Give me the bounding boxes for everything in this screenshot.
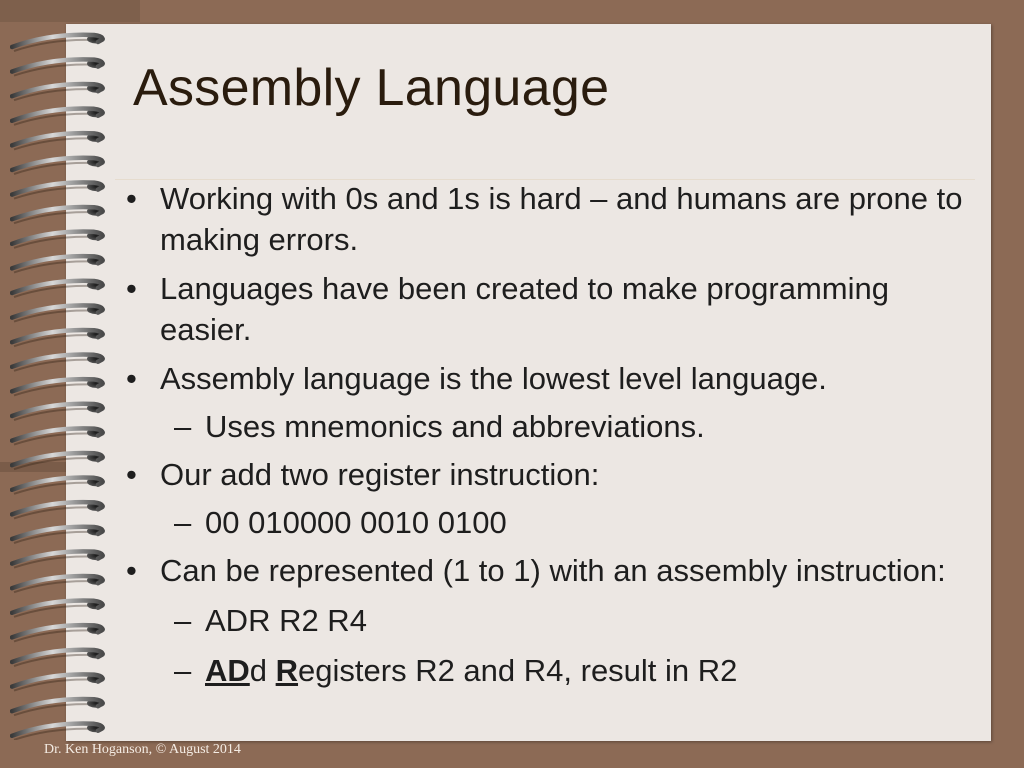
bullet-text: Languages have been created to make programming easier. xyxy=(160,271,889,347)
bullet-item xyxy=(126,550,976,591)
sub-bullet-item xyxy=(126,406,976,447)
spiral-coil xyxy=(12,674,105,691)
bullet-marker: • xyxy=(126,361,137,396)
spiral-coil xyxy=(12,576,105,593)
emphasis-ad: AD xyxy=(205,653,250,688)
text-d: d xyxy=(249,653,276,688)
bullet-text: Working with 0s and 1s is hard – and humans are prone to making errors. xyxy=(160,181,963,257)
bullet-text: Our add two register instruction: xyxy=(160,457,600,492)
bullet-text: Assembly language is the lowest level language. xyxy=(160,361,827,396)
spiral-coil xyxy=(12,182,105,199)
sub-bullet-marker: – xyxy=(174,505,192,540)
spiral-coil xyxy=(12,330,105,347)
bullet-marker: • xyxy=(126,271,137,306)
frame-shade xyxy=(0,0,140,22)
bullet-item xyxy=(126,178,976,260)
sub-bullet-text: Uses mnemonics and abbreviations. xyxy=(205,409,705,444)
sub-bullet-marker: – xyxy=(174,409,192,444)
spiral-coil xyxy=(12,477,105,494)
spiral-coil xyxy=(12,35,105,52)
bullet-text: Can be represented (1 to 1) with an assembly instruction: xyxy=(160,553,946,588)
sub-bullet-item xyxy=(126,600,976,641)
spiral-binding-icon xyxy=(10,24,116,740)
spiral-coil xyxy=(12,502,105,519)
footer-credit: Dr. Ken Hoganson, © August 2014 xyxy=(44,742,241,757)
sub-bullet-item xyxy=(126,502,976,543)
spiral-coil xyxy=(12,551,105,568)
spiral-coil xyxy=(12,723,105,740)
bullet-marker: • xyxy=(126,457,137,492)
spiral-coil xyxy=(12,207,105,224)
bullet-item xyxy=(126,268,976,350)
sub-bullet-text xyxy=(205,653,737,688)
bullet-item xyxy=(126,454,976,495)
spiral-coil xyxy=(12,354,105,371)
bullet-item xyxy=(126,358,976,399)
spiral-coil xyxy=(12,625,105,642)
sub-bullet-marker: – xyxy=(174,653,192,688)
spiral-coil xyxy=(12,158,105,175)
spiral-coil xyxy=(12,650,105,667)
spiral-coil xyxy=(12,59,105,76)
spiral-coil xyxy=(12,84,105,101)
sub-bullet-text: ADR R2 R4 xyxy=(205,603,367,638)
sub-bullet-marker: – xyxy=(174,603,192,638)
slide-title: Assembly Language xyxy=(133,59,610,117)
bullet-marker: • xyxy=(126,553,137,588)
spiral-coil xyxy=(12,379,105,396)
bullet-marker: • xyxy=(126,181,137,216)
spiral-coil xyxy=(12,231,105,248)
bullet-list xyxy=(126,178,976,691)
spiral-coil xyxy=(12,281,105,298)
spiral-coil xyxy=(12,305,105,322)
emphasis-r: R xyxy=(275,653,299,688)
spiral-coil xyxy=(12,600,105,617)
spiral-coil xyxy=(12,256,105,273)
spiral-coil xyxy=(12,527,105,544)
text-registers: egisters R2 and R4, result in R2 xyxy=(298,653,738,688)
sub-bullet-text: 00 010000 0010 0100 xyxy=(205,505,507,540)
spiral-coil xyxy=(12,428,105,445)
spiral-coil xyxy=(12,699,105,716)
spiral-coil xyxy=(12,404,105,421)
sub-bullet-item xyxy=(126,650,976,691)
spiral-coil xyxy=(12,133,105,150)
spiral-coil xyxy=(12,108,105,125)
spiral-coil xyxy=(12,453,105,470)
